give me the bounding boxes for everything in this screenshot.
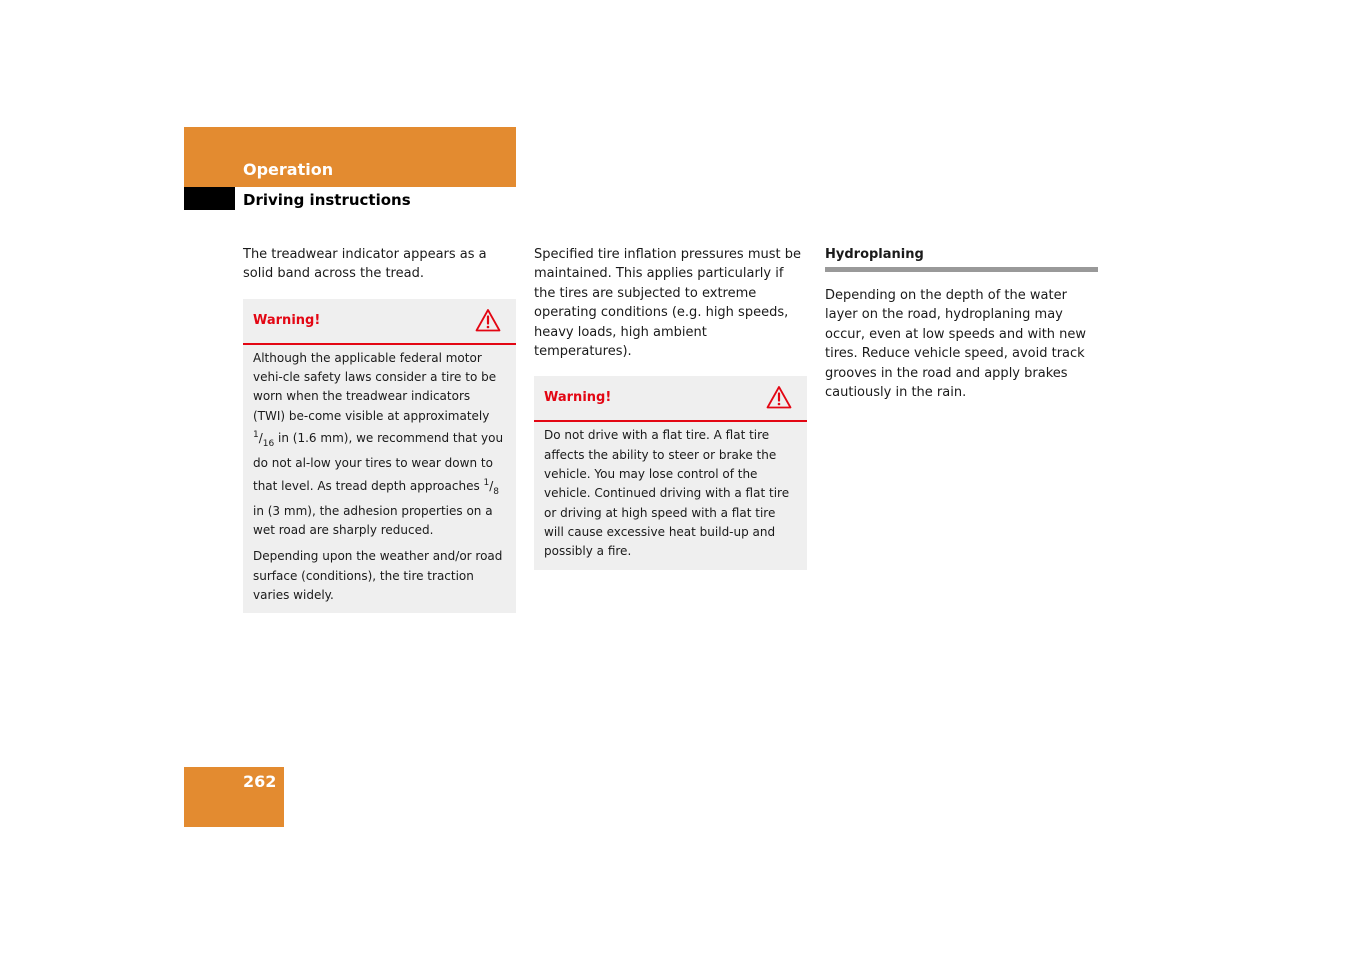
fraction-numerator: 1 (483, 477, 490, 488)
fraction-slash: / (258, 431, 263, 445)
section-title: Operation (243, 160, 334, 179)
page-number: 262 (243, 772, 277, 791)
warning-text: in (1.6 mm), we recommend that you do not al-low your tires to wear down to that level. As tread depth approaches (253, 431, 504, 493)
intro-paragraph: Specified tire inflation pressures must be maintained. This applies particularly if the tires are subjected to extreme operating conditions (e.g. high speeds, heavy loads, high ambient temperatures). (534, 247, 801, 360)
intro-paragraph: The treadwear indicator appears as a solid band across the tread. (243, 247, 487, 282)
warning-text: Although the applicable federal motor vehi-cle safety laws consider a tire to be worn when the treadwear indicators (TWI) be-come visible at approximately (253, 350, 497, 423)
section-marker (184, 187, 235, 210)
column-3 (825, 245, 1098, 402)
warning-triangle-icon (766, 385, 792, 409)
column-2 (534, 245, 807, 570)
fraction-slash: / (489, 478, 494, 493)
hydroplaning-heading: Hydroplaning (825, 245, 1098, 272)
warning-triangle-icon (475, 308, 501, 332)
fraction-numerator: 1 (253, 430, 259, 440)
warning-paragraph: Do not drive with a flat tire. A flat tire affects the ability to steer or brake the vehicle. You may lose control of the vehicle. Continued driving with a flat tire or driving at high speed with a flat tire will cause excessive heat build-up and possibly a fire. (544, 428, 790, 559)
warning-title: Warning! (253, 312, 321, 328)
warning-body (243, 345, 516, 614)
header-band (184, 127, 516, 187)
hydroplaning-paragraph: Depending on the depth of the water layer on the road, hydroplaning may occur, even at low speeds and with new tires. Reduce vehicle speed, avoid track grooves in the road and apply brakes cautiously in the rain. (825, 288, 1087, 401)
fraction-denominator: 16 (262, 439, 275, 449)
fraction-denominator: 8 (493, 486, 500, 497)
warning-box (534, 376, 807, 569)
warning-header (243, 299, 516, 345)
page-number-box (184, 767, 284, 827)
column-1 (243, 245, 516, 613)
warning-paragraph (253, 349, 506, 541)
subsection-title: Driving instructions (243, 191, 411, 209)
warning-box (243, 299, 516, 614)
warning-body (534, 422, 807, 569)
warning-title: Warning! (544, 390, 612, 406)
warning-text: in (3 mm), the adhesion properties on a wet road are sharply reduced. (253, 503, 493, 538)
warning-header (534, 376, 807, 422)
warning-paragraph: Depending upon the weather and/or road surface (conditions), the tire traction varies widely. (253, 549, 503, 603)
